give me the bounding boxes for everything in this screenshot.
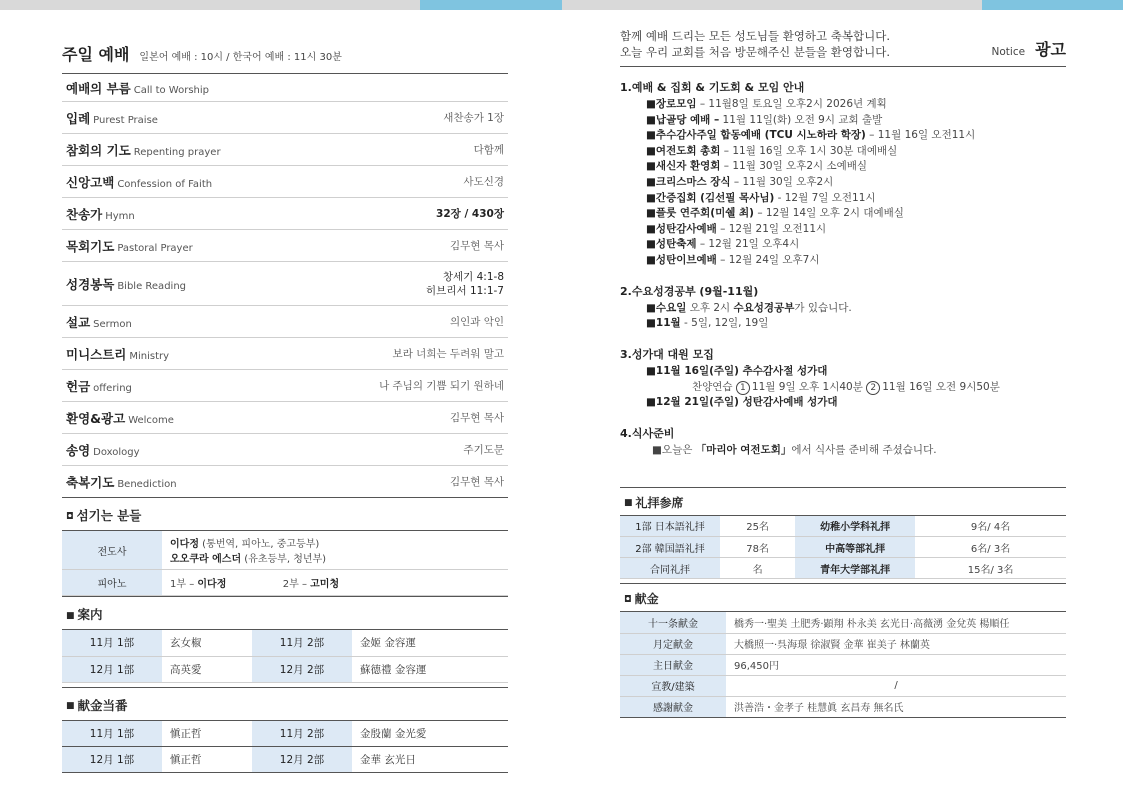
table-cell: 96,450円 <box>726 654 1066 675</box>
table-cell: 6名/ 3名 <box>915 537 1066 558</box>
order-item-en: Repenting prayer <box>133 146 221 158</box>
order-item-ko: 입례 <box>66 110 91 126</box>
list-item: 찬양연습 1 11월 9일 오후 1시40분 2 11월 16일 오전 9시50분 <box>692 381 1000 394</box>
order-item-ko: 미니스트리 <box>66 346 127 362</box>
table-cell: 12月 2部 <box>252 656 352 682</box>
top-bar-gray-right <box>562 0 982 10</box>
table-row <box>620 558 1066 579</box>
table-cell: 11月 1部 <box>62 630 162 656</box>
order-row <box>62 262 508 306</box>
announcements <box>620 79 1066 459</box>
piano-1-label: 1부 – <box>170 579 198 590</box>
piano-2-name: 고미청 <box>310 579 340 590</box>
order-item-ko: 신앙고백 <box>66 174 115 190</box>
order-row <box>62 166 508 198</box>
list-item: ■여전도회 총회 – 11월 16일 오후 1시 30분 대예배실 <box>646 144 898 157</box>
order-item-ko: 찬송가 <box>66 206 103 222</box>
worship-title: 주일 예배 <box>62 45 130 64</box>
guide-table <box>62 630 508 683</box>
order-row <box>62 306 508 338</box>
evangelist-name-1: 이다정 <box>170 539 199 550</box>
order-item-ko: 설교 <box>66 314 91 330</box>
order-item-value: 김무현 목사 <box>449 475 504 488</box>
order-row <box>62 198 508 230</box>
table-row <box>620 537 1066 558</box>
order-item-en: Hymn <box>105 210 135 222</box>
order-row <box>62 466 508 498</box>
table-cell: 2部 韓国語礼拝 <box>620 537 720 558</box>
piano-2-label: 2부 – <box>282 579 311 590</box>
welcome-line-1: 함께 예배 드리는 모든 성도님들 환영하고 축복합니다. <box>620 29 890 43</box>
table-cell: 25名 <box>720 516 795 537</box>
order-item-ko: 축복기도 <box>66 474 115 490</box>
servants-title: 섬기는 분들 <box>76 508 142 523</box>
section-title: 1.예배 & 집회 & 기도회 & 모임 안내 <box>620 81 805 94</box>
evangelist-label: 전도사 <box>62 531 162 570</box>
table-cell: 15名/ 3名 <box>915 558 1066 579</box>
list-item: ■성탄이브예배 – 12월 24일 오후7시 <box>646 253 820 266</box>
servants-heading <box>62 498 508 531</box>
order-item-value: 주기도문 <box>463 443 504 456</box>
order-row <box>62 434 508 466</box>
table-cell: 高英愛 <box>162 656 252 682</box>
table-cell: 1部 日本語礼拝 <box>620 516 720 537</box>
square-bullet-icon: ■ <box>624 498 633 508</box>
order-item-en: offering <box>93 382 132 394</box>
square-bullet-icon: ◘ <box>66 511 74 522</box>
list-item: ■오늘은 「마리아 여전도회」에서 식사를 준비해 주셨습니다. <box>652 443 937 456</box>
table-cell: 11月 1部 <box>62 721 162 747</box>
order-item-ko: 예배의 부름 <box>66 80 131 96</box>
order-item-en: Ministry <box>129 350 170 362</box>
table-cell: 玄女椒 <box>162 630 252 656</box>
order-item-en: Confession of Faith <box>117 178 213 190</box>
list-item: ■납골당 예배 – 11월 11일(화) 오전 9시 교회 출발 <box>646 113 883 126</box>
table-cell: 大橋照一·呉海璟 徐淑賢 金華 崔美子 林蘭英 <box>726 633 1066 654</box>
order-row <box>62 370 508 402</box>
order-item-value: 32장 / 430장 <box>436 207 504 220</box>
table-cell: 橋秀一·聖美 土肥秀·顕翔 朴永美 玄光日·高薇湧 金兌英 楊順任 <box>726 612 1066 633</box>
list-item: ■성탄감사예배 – 12월 21일 오전11시 <box>646 222 827 235</box>
order-item-value: 보라 너희는 두려워 말고 <box>392 347 504 360</box>
order-row <box>62 134 508 166</box>
table-row <box>62 630 508 656</box>
top-bar-accent-left <box>420 0 562 10</box>
welcome-line-2: 오늘 우리 교회를 처음 방문해주신 분들을 환영합니다. <box>620 45 890 59</box>
order-of-worship <box>62 74 508 498</box>
order-item-ko: 송영 <box>66 442 91 458</box>
order-item-value: 창세기 4:1-8 <box>442 270 504 283</box>
order-row <box>62 402 508 434</box>
table-cell: 青年大学部礼拝 <box>795 558 915 579</box>
table-cell: 洪善浩・金孝子 桂慧眞 玄昌寿 無名氏 <box>726 696 1066 717</box>
order-item-ko: 헌금 <box>66 378 91 394</box>
table-cell: 主日献金 <box>620 654 726 675</box>
top-bar-gray-left <box>0 0 420 10</box>
order-item-ko: 참회의 기도 <box>66 142 131 158</box>
square-bullet-icon: ◘ <box>624 594 632 605</box>
order-item-en: Sermon <box>93 318 132 330</box>
list-item: ■성탄축제 – 12월 21일 오후4시 <box>646 238 800 251</box>
list-item: ■12월 21일(주일) 성탄감사예배 성가대 <box>646 396 838 409</box>
top-bar-accent-right <box>982 0 1123 10</box>
welcome-header <box>620 28 1066 67</box>
table-cell: 11月 2部 <box>252 721 352 747</box>
order-item-ko: 목회기도 <box>66 238 115 254</box>
section-title: 4.식사준비 <box>620 426 675 440</box>
announcement-section-3 <box>620 346 1066 411</box>
order-item-en: Welcome <box>128 414 174 426</box>
order-item-en: Pastoral Prayer <box>117 242 193 254</box>
table-cell: 宣教/建築 <box>620 675 726 696</box>
offerings-heading <box>620 583 1066 612</box>
list-item: ■플룻 연주회(미쉘 최) – 12월 14일 오후 2시 대예배실 <box>646 207 904 220</box>
notice-en: Notice <box>991 46 1026 58</box>
table-cell: 78名 <box>720 537 795 558</box>
table-row <box>620 633 1066 654</box>
announcement-section-1 <box>620 79 1066 269</box>
offerings-table <box>620 612 1066 718</box>
order-item-value: 나 주님의 기쁨 되기 원하네 <box>379 379 504 392</box>
announcement-section-4 <box>620 425 1066 459</box>
table-cell: 愼正哲 <box>162 747 252 773</box>
offering-duty-table <box>62 721 508 774</box>
table-cell: 名 <box>720 558 795 579</box>
list-item: ■새신자 환영회 – 11월 30일 오후2시 소예배실 <box>646 160 868 173</box>
order-row <box>62 230 508 262</box>
table-row <box>620 654 1066 675</box>
order-item-value: 사도신경 <box>463 175 504 188</box>
table-cell: 幼稚小学科礼拝 <box>795 516 915 537</box>
servants-table <box>62 531 508 596</box>
attendance-title: 礼拝参席 <box>635 495 684 510</box>
table-cell: 金姬 金容運 <box>352 630 508 656</box>
table-cell: 12月 2部 <box>252 747 352 773</box>
section-title: 3.성가대 대원 모집 <box>620 347 714 361</box>
section-title: 2.수요성경공부 (9월-11월) <box>620 284 759 298</box>
order-row <box>62 74 508 102</box>
notice-title: 광고 <box>1035 40 1066 59</box>
attendance-table <box>620 516 1066 580</box>
table-row <box>620 696 1066 717</box>
guide-heading <box>62 596 508 630</box>
table-cell: 9名/ 4名 <box>915 516 1066 537</box>
table-row <box>620 675 1066 696</box>
order-item-ko: 성경봉독 <box>66 276 115 292</box>
table-cell: 愼正哲 <box>162 721 252 747</box>
worship-times: 일본어 예배 : 10시 / 한국어 예배 : 11시 30분 <box>139 52 342 63</box>
attendance-heading <box>620 487 1066 516</box>
order-row <box>62 102 508 134</box>
table-cell: 11月 2部 <box>252 630 352 656</box>
table-cell: 蘇德禮 金容運 <box>352 656 508 682</box>
worship-header <box>62 42 508 74</box>
table-cell: 金華 玄光日 <box>352 747 508 773</box>
list-item: ■추수감사주일 합동예배 (TCU 시노하라 학장) – 11월 16일 오전11시 <box>646 129 976 142</box>
announcement-section-2 <box>620 283 1066 332</box>
list-item: ■장로모임 – 11월8일 토요일 오후2시 2026년 계획 <box>646 98 887 110</box>
order-item-value: 김무현 목사 <box>449 411 504 424</box>
table-row <box>62 656 508 682</box>
piano-names <box>162 570 508 596</box>
order-item-en: Purest Praise <box>93 114 158 126</box>
table-cell: 感謝献金 <box>620 696 726 717</box>
table-cell: 十一条献金 <box>620 612 726 633</box>
evangelist-role-2: (유초등부, 청년부) <box>244 554 327 565</box>
notice-page <box>620 28 1066 718</box>
table-cell: / <box>726 675 1066 696</box>
worship-page <box>62 42 508 773</box>
evangelist-role-1: (통번역, 피아노, 중고등부) <box>202 539 320 550</box>
offerings-title: 献金 <box>634 592 659 606</box>
order-item-value: 의인과 악인 <box>449 315 504 328</box>
offering-duty-heading <box>62 687 508 721</box>
list-item: ■간증집회 (김선필 목사님) - 12월 7일 오전11시 <box>646 191 876 204</box>
piano-label: 피아노 <box>62 570 162 596</box>
order-item-value: 다함께 <box>473 143 504 156</box>
table-row <box>620 612 1066 633</box>
evangelist-names <box>162 531 508 570</box>
table-cell: 12月 1部 <box>62 656 162 682</box>
order-item-en: Benediction <box>117 478 177 490</box>
table-cell: 月定献金 <box>620 633 726 654</box>
order-item-en: Call to Worship <box>133 84 210 96</box>
evangelist-name-2: 오오쿠라 에스더 <box>170 554 242 565</box>
table-cell: 中高等部礼拝 <box>795 537 915 558</box>
table-row <box>620 516 1066 537</box>
list-item: ■11월 - 5일, 12일, 19일 <box>646 317 769 330</box>
list-item: ■크리스마스 장식 – 11월 30일 오후2시 <box>646 175 834 188</box>
order-item-value-2: 히브리서 11:1-7 <box>426 284 504 297</box>
circled-number-icon: 1 <box>736 381 750 395</box>
list-item: ■수요일 오후 2시 수요성경공부가 있습니다. <box>646 301 852 314</box>
order-item-value: 새찬송가 1장 <box>443 111 504 124</box>
order-item-value: 김무현 목사 <box>449 239 504 252</box>
table-row <box>62 721 508 747</box>
offering-duty-title: 献金当番 <box>77 697 128 713</box>
circled-number-icon: 2 <box>866 381 880 395</box>
order-item-en: Doxology <box>93 446 140 458</box>
guide-title: 案内 <box>77 607 103 622</box>
list-item: ■11월 16일(주일) 추수감사절 성가대 <box>646 364 828 377</box>
order-item-ko: 환영&광고 <box>66 410 126 426</box>
order-item-en: Bible Reading <box>117 280 186 292</box>
square-bullet-icon: ■ <box>66 701 75 711</box>
table-cell: 合同礼拝 <box>620 558 720 579</box>
table-cell: 12月 1部 <box>62 747 162 773</box>
table-row <box>62 747 508 773</box>
table-cell: 金殷蘭 金光愛 <box>352 721 508 747</box>
order-row <box>62 338 508 370</box>
piano-1-name: 이다정 <box>197 579 227 590</box>
square-bullet-icon: ■ <box>66 610 75 621</box>
